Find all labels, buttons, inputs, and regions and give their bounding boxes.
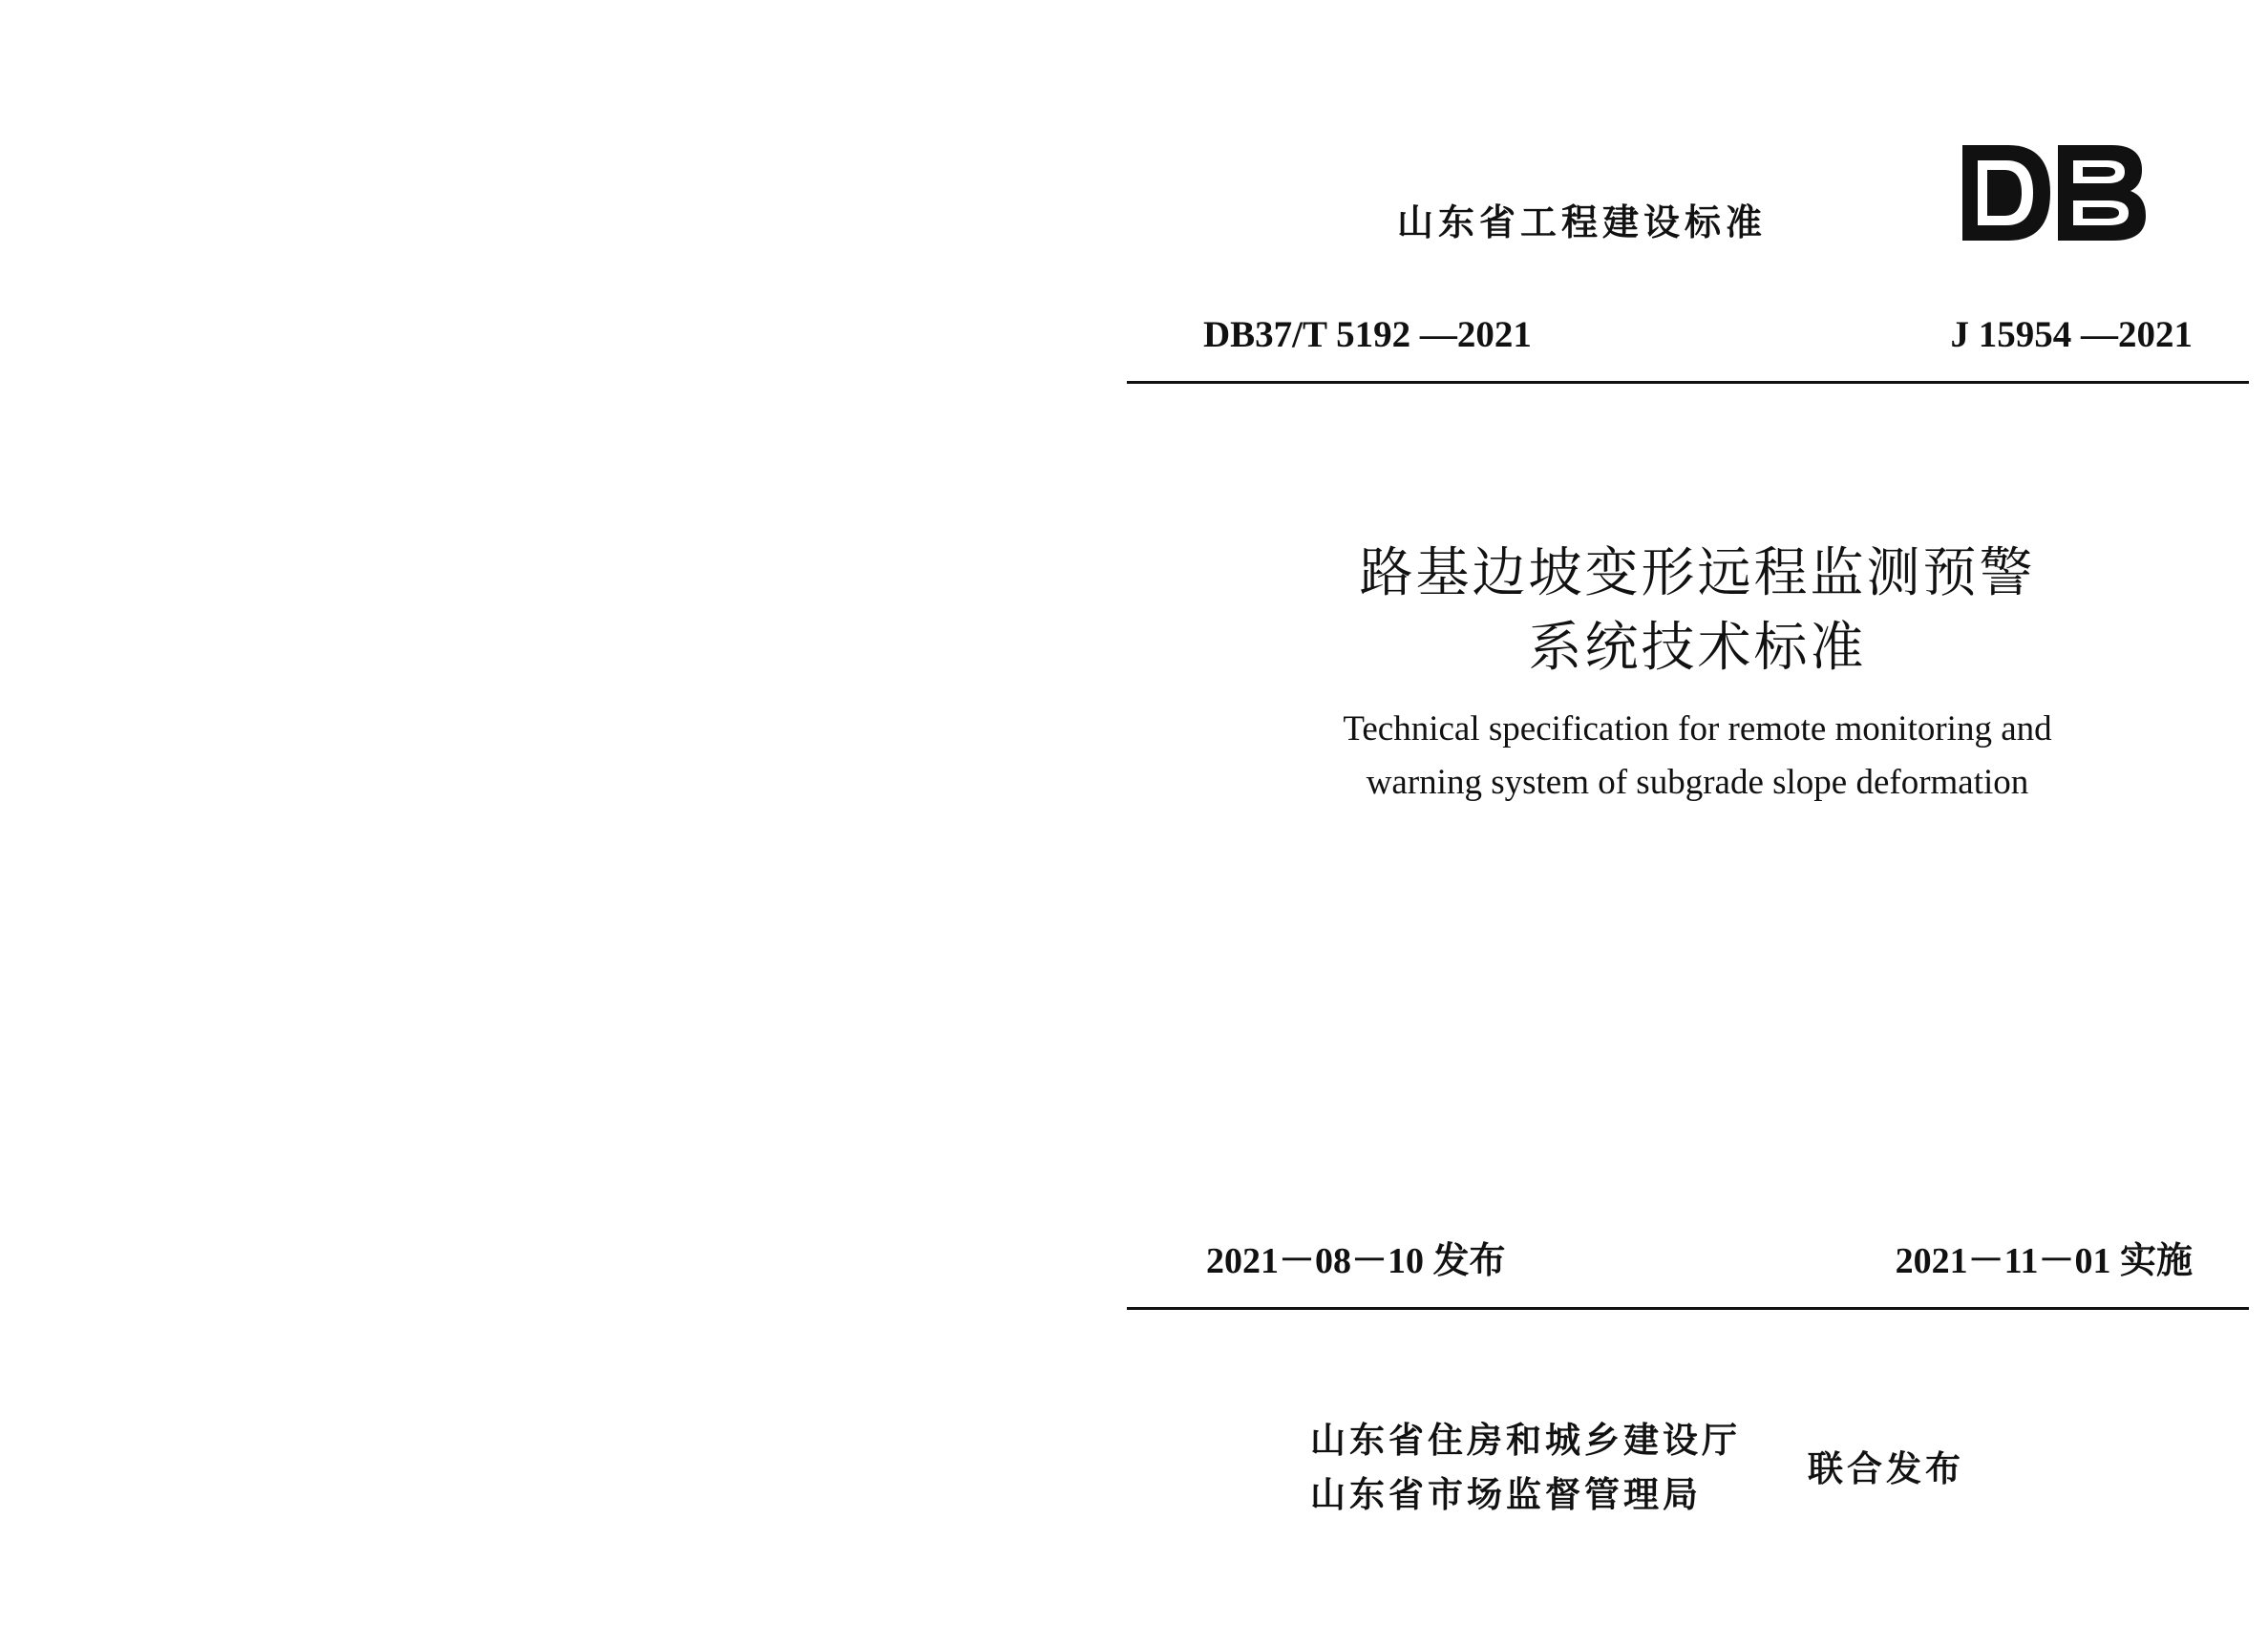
record-number: J 15954 —2021 (1950, 314, 2193, 355)
issue-date: 2021－08－10 (1206, 1241, 1425, 1281)
issue-label: 发布 (1432, 1239, 1506, 1281)
cover-page (1127, 0, 2268, 1645)
title-cn-line1: 路基边坡变形远程监测预警 (1359, 542, 2036, 604)
joint-publish-label: 联合发布 (1808, 1448, 1964, 1489)
title-en-line1: Technical specification for remote monitoring and (1343, 709, 2052, 749)
series-title: 山东省工程建设标准 (1397, 201, 1768, 243)
title-cn-line2: 系统技术标准 (1528, 617, 1867, 679)
db-logo (1959, 141, 2150, 244)
standard-number: DB37/T 5192 —2021 (1203, 314, 1532, 355)
issue-date-line (1206, 1231, 1506, 1283)
divider-top (1127, 381, 2249, 384)
title-en-line2: warning system of subgrade slope deformation (1366, 763, 2029, 802)
publisher-housing-dept: 山东省住房和城乡建设厅 (1310, 1420, 1741, 1461)
publisher-market-bureau: 山东省市场监督管理局 (1310, 1474, 1702, 1515)
implementation-label: 实施 (2119, 1239, 2193, 1281)
divider-bottom (1127, 1307, 2249, 1310)
blank-left-page (0, 0, 1127, 1645)
implementation-date-line (1896, 1231, 2193, 1283)
implementation-date: 2021－11－01 (1895, 1241, 2111, 1281)
